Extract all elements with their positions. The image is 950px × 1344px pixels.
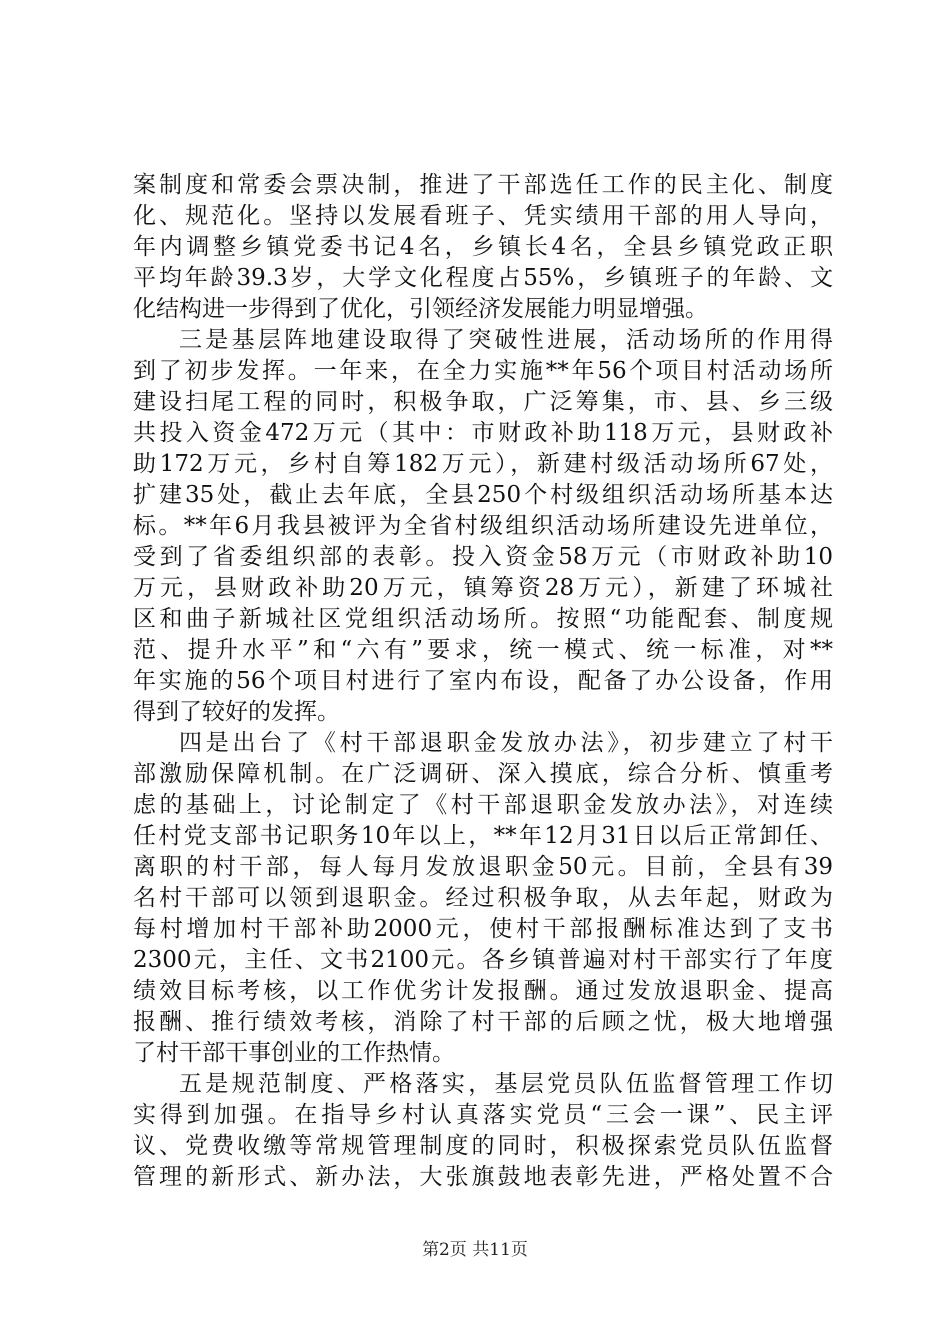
text-line: 化、规范化。坚持以发展看班子、凭实绩用干部的用人导向， [133,203,833,229]
text-line: 虑的基础上，讨论制定了《村干部退职金发放办法》，对连续 [133,792,833,818]
paragraph [133,1069,833,1193]
text-line: 2300元，主任、文书2100元。各乡镇普遍对村干部实行了年度 [133,947,833,973]
paragraph [133,170,833,325]
text-line: 名村干部可以领到退职金。经过积极争取，从去年起，财政为 [133,885,833,911]
text-line: 区和曲子新城社区党组织活动场所。按照“功能配套、制度规 [133,606,833,632]
text-line: 实得到加强。在指导乡村认真落实党员“三会一课”、民主评 [133,1102,833,1128]
text-line: 部激励保障机制。在广泛调研、深入摸底，综合分析、慎重考 [133,761,833,787]
text-line: 管理的新形式、新办法，大张旗鼓地表彰先进，严格处置不合 [133,1164,833,1190]
text-line: 共投入资金472万元（其中：市财政补助118万元，县财政补 [133,420,833,446]
text-line: 助172万元，乡村自筹182万元），新建村级活动场所67处， [133,451,833,477]
text-line: 标。**年6月我县被评为全省村级组织活动场所建设先进单位， [133,513,833,539]
text-line: 扩建35处，截止去年底，全县250个村级组织活动场所基本达 [133,482,833,508]
text-line: 化结构进一步得到了优化，引领经济发展能力明显增强。 [133,296,708,322]
text-line: 万元，县财政补助20万元，镇筹资28万元），新建了环城社 [133,575,833,601]
text-line: 年内调整乡镇党委书记4名，乡镇长4名，全县乡镇党政正职 [133,234,833,260]
page-footer: 第2页 共11页 [422,1240,528,1260]
text-line: 得到了较好的发挥。 [133,699,340,725]
text-line: 离职的村干部，每人每月发放退职金50元。目前，全县有39 [133,854,833,880]
paragraph [133,728,833,1069]
text-line: 四是出台了《村干部退职金发放办法》，初步建立了村干 [179,730,833,756]
text-line: 报酬、推行绩效考核，消除了村干部的后顾之忧，极大地增强 [133,1009,833,1035]
text-line: 了村干部干事创业的工作热情。 [133,1040,455,1066]
text-line: 议、党费收缴等常规管理制度的同时，积极探索党员队伍监督 [133,1133,833,1159]
text-line: 范、提升水平”和“六有”要求，统一模式、统一标准，对** [133,637,833,663]
text-line: 受到了省委组织部的表彰。投入资金58万元（市财政补助10 [133,544,833,570]
paragraph [133,325,833,728]
text-line: 案制度和常委会票决制，推进了干部选任工作的民主化、制度 [133,172,833,198]
text-line: 平均年龄39.3岁，大学文化程度占55%，乡镇班子的年龄、文 [133,265,833,291]
text-line: 五是规范制度、严格落实，基层党员队伍监督管理工作切 [179,1071,833,1097]
text-line: 建设扫尾工程的同时，积极争取，广泛筹集，市、县、乡三级 [133,389,833,415]
text-line: 年实施的56个项目村进行了室内布设，配备了办公设备，作用 [133,668,833,694]
text-line: 到了初步发挥。一年来，在全力实施**年56个项目村活动场所 [133,358,833,384]
text-line: 任村党支部书记职务10年以上，**年12月31日以后正常卸任、 [133,823,833,849]
text-line: 绩效目标考核，以工作优劣计发报酬。通过发放退职金、提高 [133,978,833,1004]
document-body [133,170,833,1193]
text-line: 每村增加村干部补助2000元，使村干部报酬标准达到了支书 [133,916,833,942]
text-line: 三是基层阵地建设取得了突破性进展，活动场所的作用得 [179,327,833,353]
